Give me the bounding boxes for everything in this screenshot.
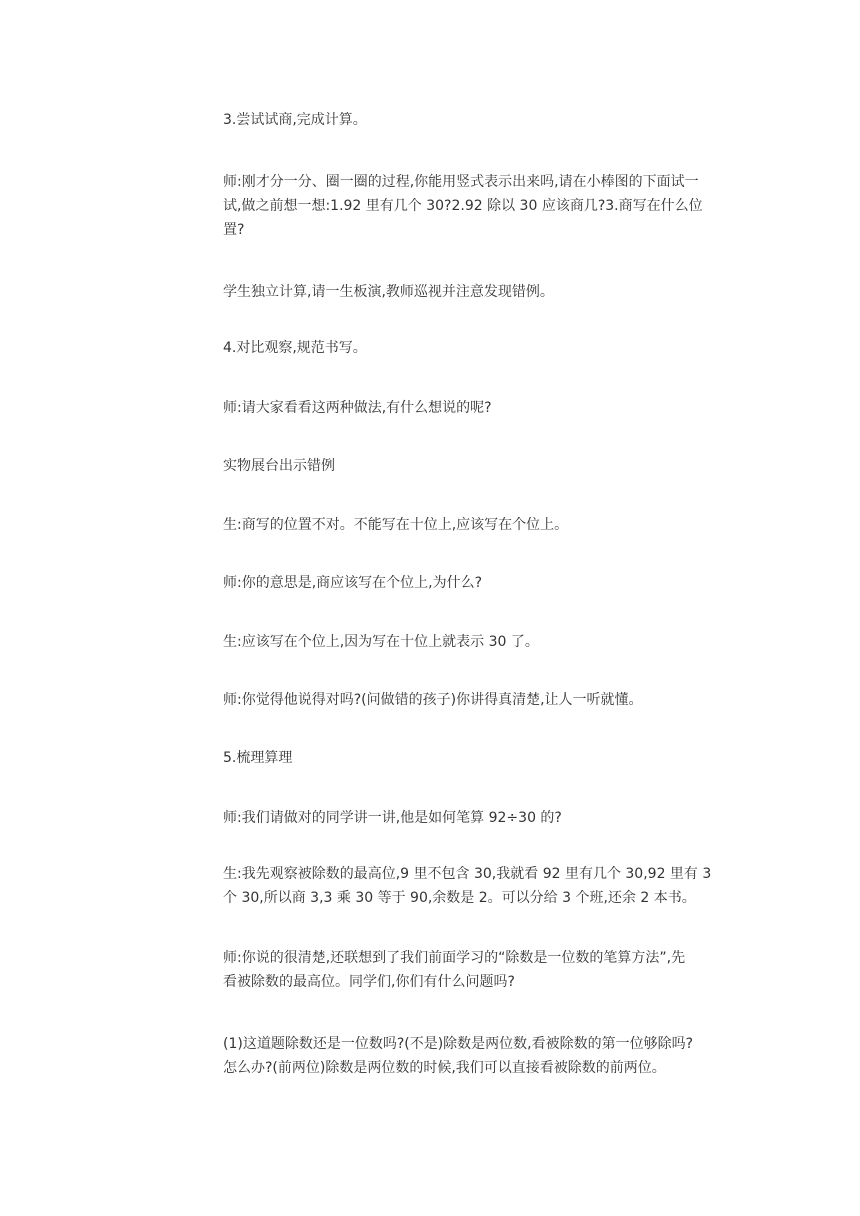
teacher-line-1: 师:刚才分一分、圈一圈的过程,你能用竖式表示出来吗,请在小棒图的下面试一 bbox=[223, 174, 699, 190]
student-calc-paragraph: 学生独立计算,请一生板演,教师巡视并注意发现错例。 bbox=[223, 284, 554, 300]
student-answer-1: 生:商写的位置不对。不能写在十位上,应该写在个位上。 bbox=[223, 517, 569, 533]
student-explain-line-1: 生:我先观察被除数的最高位,9 里不包含 30,我就看 92 里有几个 30,92 里有 3 bbox=[223, 866, 712, 882]
step-3-heading: 3.尝试试商,完成计算。 bbox=[223, 112, 367, 128]
teacher-summary-line-1: 师:你说的很清楚,还联想到了我们前面学习的“除数是一位数的笔算方法”,先 bbox=[223, 950, 686, 966]
student-explain-line-2: 个 30,所以商 3,3 乘 30 等于 90,余数是 2。可以分给 3 个班,还余 2 本书。 bbox=[223, 890, 696, 906]
teacher-followup-2: 师:你觉得他说得对吗?(问做错的孩子)你讲得真清楚,让人一听就懂。 bbox=[223, 692, 643, 708]
teacher-followup-1: 师:你的意思是,商应该写在个位上,为什么? bbox=[223, 575, 483, 591]
question-1-line-1: (1)这道题除数还是一位数吗?(不是)除数是两位数,看被除数的第一位够除吗? bbox=[223, 1036, 694, 1052]
display-error-paragraph: 实物展台出示错例 bbox=[223, 458, 335, 474]
student-answer-2: 生:应该写在个位上,因为写在十位上就表示 30 了。 bbox=[223, 634, 539, 650]
teacher-request-paragraph: 师:我们请做对的同学讲一讲,他是如何笔算 92÷30 的? bbox=[223, 810, 562, 826]
teacher-line-3: 置? bbox=[223, 222, 245, 238]
teacher-line-2: 试,做之前想一想:1.92 里有几个 30?2.92 除以 30 应该商几?3.商写在什么位 bbox=[223, 198, 703, 214]
teacher-summary-line-2: 看被除数的最高位。同学们,你们有什么问题吗? bbox=[223, 974, 515, 990]
step-4-heading: 4.对比观察,规范书写。 bbox=[223, 340, 367, 356]
teacher-question-paragraph: 师:请大家看看这两种做法,有什么想说的呢? bbox=[223, 400, 492, 416]
question-1-line-2: 怎么办?(前两位)除数是两位数的时候,我们可以直接看被除数的前两位。 bbox=[223, 1060, 666, 1076]
step-5-heading: 5.梳理算理 bbox=[223, 750, 293, 766]
